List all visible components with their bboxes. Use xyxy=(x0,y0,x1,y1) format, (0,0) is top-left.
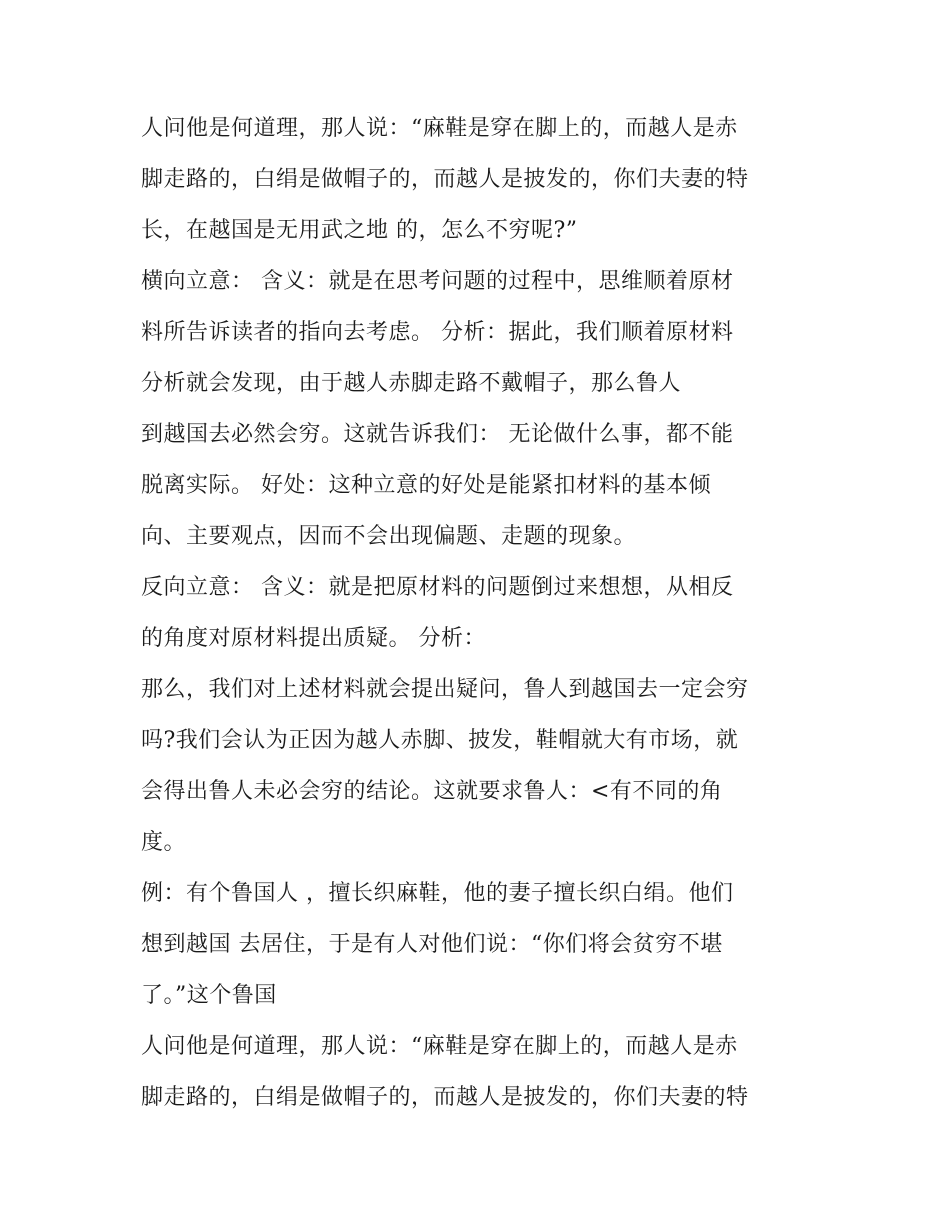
text-line: 人问他是何道理，那人说：“麻鞋是穿在脚上的，而越人是赤 xyxy=(141,1034,738,1059)
text-line: 向、主要观点，因而不会出现偏题、走题的现象。 xyxy=(141,524,637,549)
text-line: 例：有个鲁国人 ，擅长织麻鞋，他的妻子擅长织白绢。他们 xyxy=(141,881,734,906)
text-line: 那么，我们对上述材料就会提出疑问，鲁人到越国去一定会穷 xyxy=(141,677,749,702)
text-line: 反向立意： 含义：就是把原材料的问题倒过来想想，从相反 xyxy=(141,575,734,600)
document-body xyxy=(141,108,841,1128)
text-line: 脚走路的，白绢是做帽子的，而越人是披发的，你们夫妻的特 xyxy=(141,167,749,192)
text-line: 会得出鲁人未必会穷的结论。这就要求鲁人：<有不同的角 xyxy=(141,779,723,804)
text-line: 脱离实际。 好处：这种立意的好处是能紧扣材料的基本倾 xyxy=(141,473,711,498)
text-line: 想到越国 去居住，于是有人对他们说：“你们将会贫穷不堪 xyxy=(141,932,723,957)
text-line: 的角度对原材料提出质疑。 分析： xyxy=(141,626,486,651)
text-line: 脚走路的，白绢是做帽子的，而越人是披发的，你们夫妻的特 xyxy=(141,1085,749,1110)
text-line: 长，在越国是无用武之地 的，怎么不穷呢?” xyxy=(141,218,578,243)
text-line: 人问他是何道理，那人说：“麻鞋是穿在脚上的，而越人是赤 xyxy=(141,116,738,141)
text-line: 了。”这个鲁国 xyxy=(141,983,277,1008)
text-line: 吗?我们会认为正因为越人赤脚、披发，鞋帽就大有市场，就 xyxy=(141,728,739,753)
text-line: 到越国去必然会穷。这就告诉我们： 无论做什么事，都不能 xyxy=(141,422,734,447)
text-line: 度。 xyxy=(141,830,187,855)
text-line: 料所告诉读者的指向去考虑。 分析：据此，我们顺着原材料 xyxy=(141,320,734,345)
text-line: 分析就会发现，由于越人赤脚走路不戴帽子，那么鲁人 xyxy=(141,371,682,396)
text-line: 横向立意： 含义：就是在思考问题的过程中，思维顺着原材 xyxy=(141,269,734,294)
